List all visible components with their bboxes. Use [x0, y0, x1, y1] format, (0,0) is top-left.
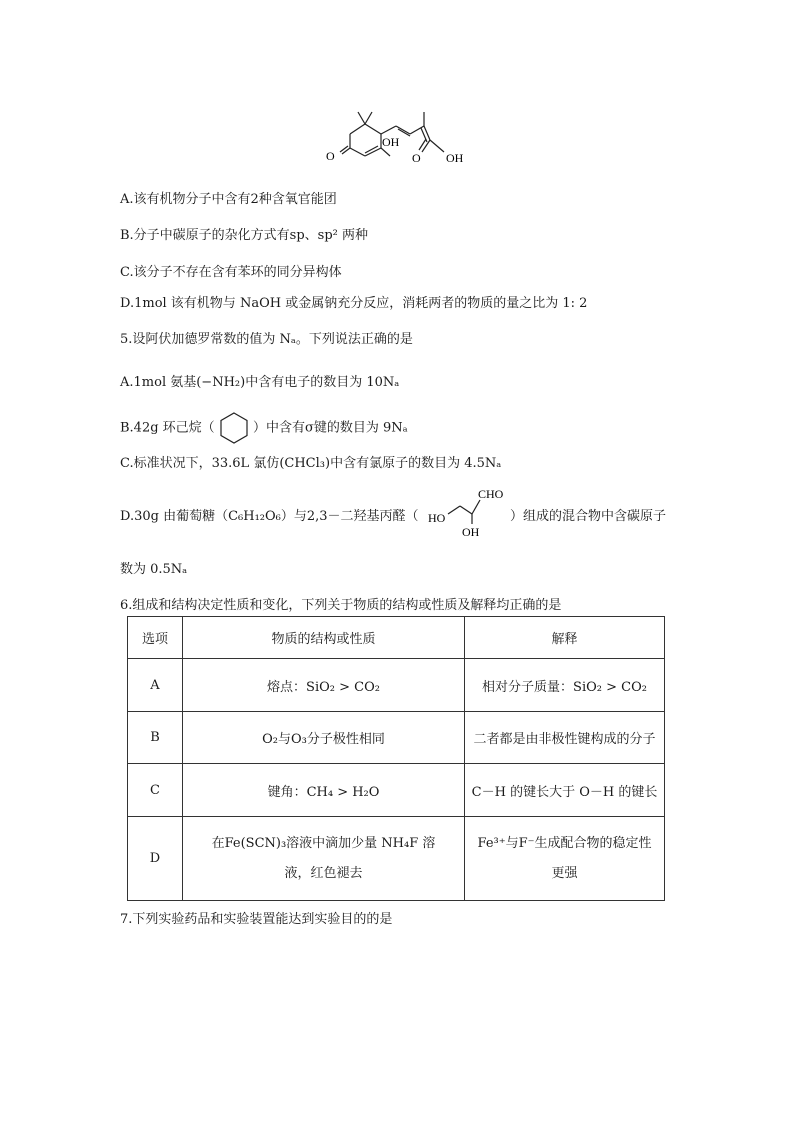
row-option: A [128, 659, 183, 712]
header-explanation: 解释 [465, 617, 665, 659]
q5-option-d-cont: 数为 0.5Nₐ [120, 562, 188, 577]
q5-option-d-post: ）组成的混合物中含碳原子 [510, 509, 667, 524]
cho-label: CHO [478, 487, 504, 501]
q4-option-d: D.1mol 该有机物与 NaOH 或金属钠充分反应，消耗两者的物质的量之比为 1: 2 [120, 296, 588, 311]
row-property-line1: 在Fe(SCN)₃溶液中滴加少量 NH₄F 溶 [211, 835, 436, 851]
carbonyl-label: O [412, 151, 421, 165]
row-explanation-line2: 更强 [551, 865, 578, 881]
oxo-label: O [326, 149, 335, 163]
acid-oh-label: OH [446, 151, 464, 165]
table-row [128, 659, 665, 712]
table-row [128, 817, 665, 901]
q4-option-a: A.该有机物分子中含有2种含氧官能团 [120, 192, 337, 207]
abscisic-acid-structure [318, 104, 478, 166]
table-row [128, 764, 665, 817]
q5-option-c: C.标准状况下，33.6L 氯仿(CHCl₃)中含有氯原子的数目为 4.5Nₐ [120, 456, 502, 471]
row-explanation: C－H 的键长大于 O－H 的键长 [465, 764, 665, 817]
row-explanation: 相对分子质量：SiO₂ > CO₂ [465, 659, 665, 712]
q4-option-c: C.该分子不存在含有苯环的同分异构体 [120, 265, 342, 280]
row-option: D [128, 817, 183, 901]
header-property: 物质的结构或性质 [183, 617, 465, 659]
row-explanation: 二者都是由非极性键构成的分子 [465, 712, 665, 764]
row-option: B [128, 712, 183, 764]
ho-label: HO [428, 511, 446, 525]
row-property [183, 817, 465, 901]
q6-stem: 6.组成和结构决定性质和变化，下列关于物质的结构或性质及解释均正确的是 [120, 598, 562, 613]
row-explanation-line1: Fe³⁺与F⁻生成配合物的稳定性 [477, 835, 652, 851]
row-property: 熔点：SiO₂ > CO₂ [183, 659, 465, 712]
header-option: 选项 [128, 617, 183, 659]
cyclohexane-icon [219, 411, 249, 445]
row-property: 键角：CH₄ > H₂O [183, 764, 465, 817]
q5-option-b [120, 411, 408, 445]
dihydroxypropanal-structure [426, 484, 510, 540]
q5-option-a: A.1mol 氨基(−NH₂)中含有电子的数目为 10Nₐ [120, 375, 400, 390]
row-option: C [128, 764, 183, 817]
table-row [128, 712, 665, 764]
row-property-line2: 液，红色褪去 [284, 865, 363, 881]
ring-oh-label: OH [382, 135, 400, 149]
q6-table [127, 616, 665, 901]
q5-option-d-pre: D.30g 由葡萄糖（C₆H₁₂O₆）与2,3－二羟基丙醛（ [120, 509, 419, 524]
row-property: O₂与O₃分子极性相同 [183, 712, 465, 764]
q5-stem: 5.设阿伏加德罗常数的值为 Nₐ。下列说法正确的是 [120, 332, 413, 347]
q5-option-b-pre: B.42g 环己烷（ [120, 420, 215, 436]
q5-option-b-post: ）中含有σ键的数目为 9Nₐ [252, 420, 408, 436]
oh-label: OH [462, 525, 480, 539]
table-header-row [128, 617, 665, 659]
row-explanation [465, 817, 665, 901]
q7-stem: 7.下列实验药品和实验装置能达到实验目的的是 [120, 912, 393, 927]
q4-option-b: B.分子中碳原子的杂化方式有sp、sp² 两种 [120, 228, 369, 243]
